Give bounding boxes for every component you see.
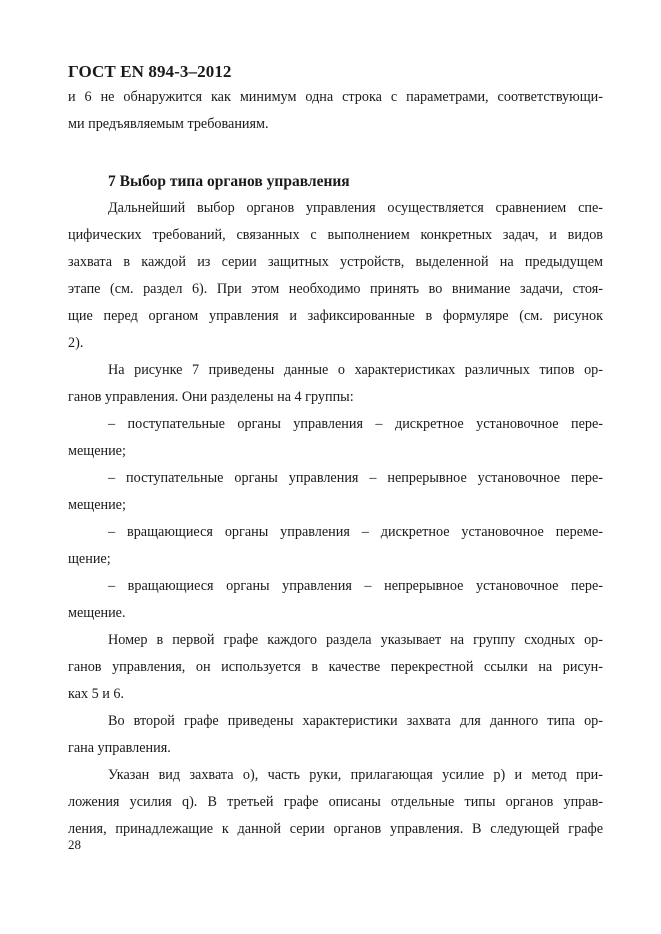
text-line: щение; [68,551,111,567]
text-line: ках 5 и 6. [68,686,125,702]
list-item: – вращающиеся органы управления – дискретное установочное переме- [108,524,603,540]
section-heading: 7 Выбор типа органов управления [108,173,350,190]
text-line: 2). [68,335,84,351]
list-item: – поступательные органы управления – дискретное установочное пере- [108,416,603,432]
text-line: На рисунке 7 приведены данные о характеристиках различных типов ор- [108,362,603,378]
text-line: этапе (см. раздел 6). При этом необходимо принять во внимание задачи, стоя- [68,281,603,297]
text-line: ганов управления. Они разделены на 4 группы: [68,389,354,405]
page-number: 28 [68,837,81,852]
text-line: цифических требований, связанных с выполнением конкретных задач, и видов [68,227,603,243]
text-line: мещение. [68,605,126,621]
standard-header: ГОСТ EN 894-3–2012 [68,62,232,81]
text-line: гана управления. [68,740,171,756]
text-line: ганов управления, он используется в качестве перекрестной ссылки на рисун- [68,659,603,675]
text-line: ления, принадлежащие к данной серии органов управления. В следующей графе [68,821,603,837]
text-line: Во второй графе приведены характеристики захвата для данного типа ор- [108,713,603,729]
text-line: Дальнейший выбор органов управления осуществляется сравнением спе- [108,200,603,216]
text-line: щие перед органом управления и зафиксированные в формуляре (см. рисунок [68,308,603,324]
text-line: мещение; [68,497,126,513]
text-line: и 6 не обнаружится как минимум одна строка с параметрами, соответствующи- [68,89,603,105]
list-item: – поступательные органы управления – непрерывное установочное пере- [108,470,603,486]
text-line: Указан вид захвата o), часть руки, прилагающая усилие p) и метод при- [108,767,603,783]
text-line: ми предъявляемым требованиям. [68,116,269,132]
text-line: захвата в каждой из серии защитных устройств, выделенной на предыдущем [68,254,603,270]
text-line: мещение; [68,443,126,459]
document-body [68,84,603,843]
text-line: Номер в первой графе каждого раздела указывает на группу сходных ор- [108,632,603,648]
list-item: – вращающиеся органы управления – непрерывное установочное пере- [108,578,603,594]
text-line: ложения усилия q). В третьей графе описаны отдельные типы органов управ- [68,794,603,810]
